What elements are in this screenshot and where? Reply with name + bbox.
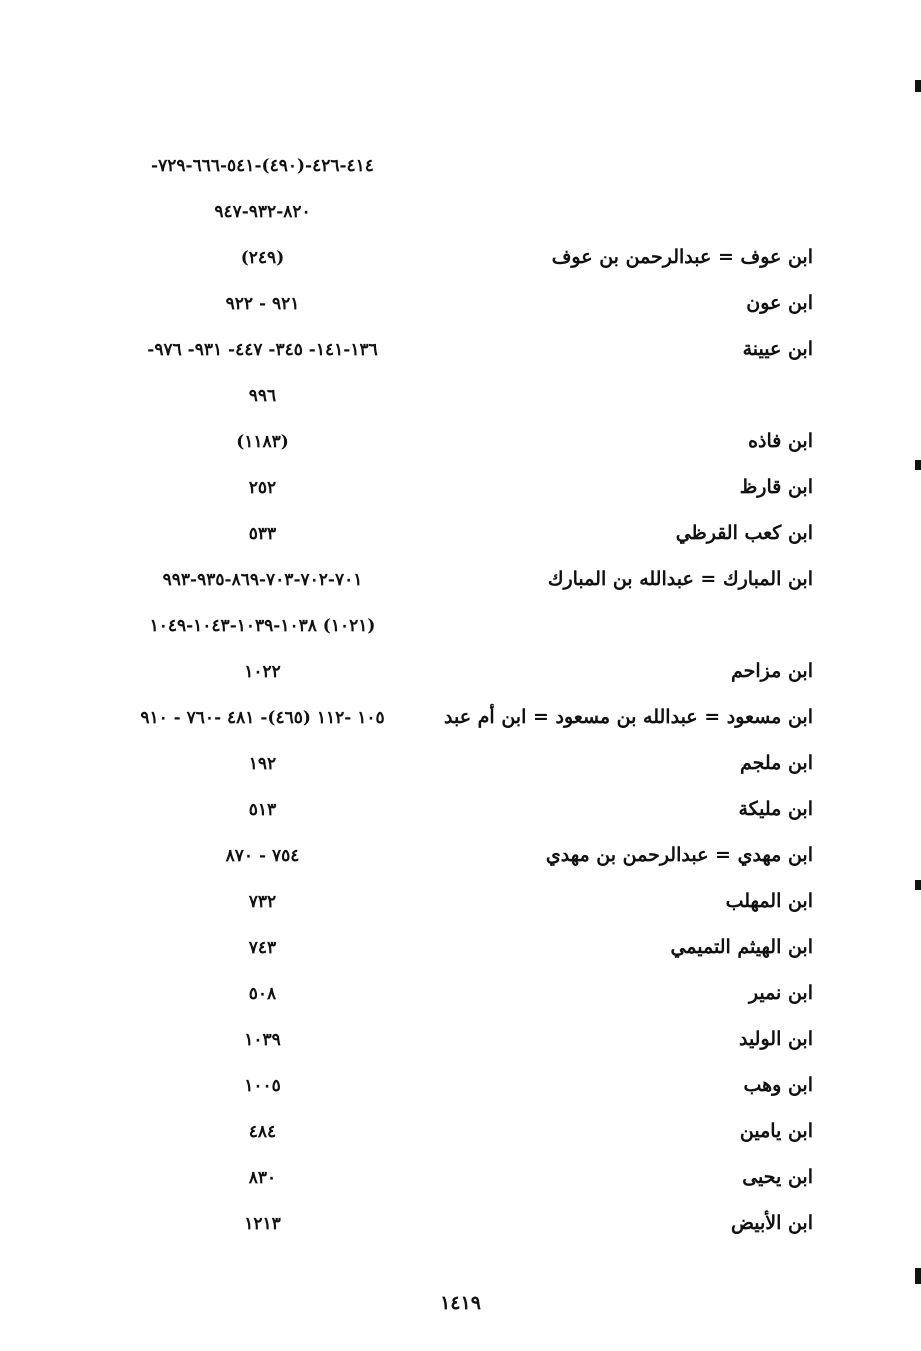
entry-pages: ٥١٣: [248, 800, 277, 820]
entry-pages: ٢٥٢: [248, 478, 277, 498]
entry-pages: ٧٥٤ - ٨٧٠: [225, 846, 300, 866]
entry-name: ابن الوليد: [738, 1028, 813, 1050]
index-entry: [0, 978, 921, 1024]
entry-pages: (١٠٢١) ١٠٣٨-١٠٣٩-١٠٤٣-١٠٤٩: [149, 616, 376, 636]
entry-pages: ٥٠٨: [248, 984, 277, 1004]
index-entry: [0, 748, 921, 794]
entry-pages: ٧٤٣: [248, 938, 277, 958]
index-entry: [0, 518, 921, 564]
index-entry: [0, 1116, 921, 1162]
entry-name: ابن مليكة: [738, 798, 813, 820]
entry-name: ابن ملجم: [739, 752, 813, 774]
entry-name: ابن مزاحم: [731, 660, 813, 682]
index-entry: [0, 334, 921, 380]
entry-pages: (٢٤٩): [240, 248, 285, 268]
index-entry: [0, 564, 921, 610]
entry-pages: ٧٣٢: [248, 892, 277, 912]
entry-name: ابن نمير: [748, 982, 813, 1004]
index-entry: [0, 1208, 921, 1254]
index-entry: [0, 1162, 921, 1208]
index-entry: [0, 840, 921, 886]
entry-name: ابن وهب: [743, 1074, 813, 1096]
entry-name: ابن فاذه: [748, 430, 813, 452]
entry-pages: ٥٣٣: [248, 524, 277, 544]
entry-pages: ١٠٣٩: [244, 1030, 281, 1050]
entry-name: ابن المبارك = عبدالله بن المبارك: [547, 568, 813, 590]
entry-pages: ٧٠١-٧٠٢-٧٠٣-٨٦٩-٩٣٥-٩٩٣: [162, 570, 363, 590]
index-entry: [0, 886, 921, 932]
index-entry: [0, 196, 921, 242]
entry-pages: (١١٨٣): [236, 432, 289, 452]
entry-pages: ٨٣٠: [248, 1168, 277, 1188]
index-entry: [0, 472, 921, 518]
index-entries: [0, 150, 921, 1254]
entry-name: ابن عون: [746, 292, 813, 314]
index-entry: [0, 794, 921, 840]
index-entry: [0, 150, 921, 196]
index-entry: [0, 426, 921, 472]
entry-pages: ٨٢٠-٩٣٢-٩٤٧: [214, 202, 311, 222]
entry-name: ابن المهلب: [725, 890, 813, 912]
index-entry: [0, 932, 921, 978]
entry-name: ابن عيينة: [742, 338, 813, 360]
entry-pages: ٩٢١ - ٩٢٢: [225, 294, 300, 314]
entry-name: ابن يحيى: [742, 1166, 813, 1188]
entry-pages: ١٠٥ -١١٢ (٤٦٥)- ٤٨١ -٧٦٠ - ٩١٠: [140, 708, 385, 728]
entry-name: ابن قارظ: [739, 476, 813, 498]
entry-pages: ٤١٤-٤٢٦-(٤٩٠)-٥٤١-٦٦٦-٧٢٩-: [151, 156, 374, 176]
entry-pages: ١٢١٣: [244, 1214, 281, 1234]
index-entry: [0, 702, 921, 748]
index-entry: [0, 1070, 921, 1116]
entry-pages: ١٣٦-١٤١- ٣٤٥- ٤٤٧- ٩٣١- ٩٧٦-: [147, 340, 378, 360]
index-entry: [0, 288, 921, 334]
entry-name: ابن عوف = عبدالرحمن بن عوف: [551, 246, 813, 268]
entry-name: ابن الهيثم التميمي: [670, 936, 813, 958]
margin-mark-top: [915, 80, 921, 92]
entry-pages: ٤٨٤: [248, 1122, 277, 1142]
entry-name: ابن الأبيض: [730, 1212, 813, 1234]
entry-pages: ٩٩٦: [248, 386, 277, 406]
entry-pages: ١٠٢٢: [244, 662, 281, 682]
entry-name: ابن مسعود = عبدالله بن مسعود = ابن أم عبد: [444, 706, 813, 728]
index-entry: [0, 1024, 921, 1070]
entry-name: ابن مهدي = عبدالرحمن بن مهدي: [545, 844, 813, 866]
index-entry: [0, 242, 921, 288]
index-entry: [0, 656, 921, 702]
entry-pages: ١٠٠٥: [244, 1076, 281, 1096]
entry-name: ابن كعب القرظي: [675, 522, 813, 544]
index-entry: [0, 380, 921, 426]
entry-pages: ١٩٢: [248, 754, 277, 774]
entry-name: ابن يامين: [739, 1120, 813, 1142]
margin-mark-bottom: [915, 1268, 921, 1284]
page-number: ١٤١٩: [440, 1292, 481, 1314]
index-entry: [0, 610, 921, 656]
